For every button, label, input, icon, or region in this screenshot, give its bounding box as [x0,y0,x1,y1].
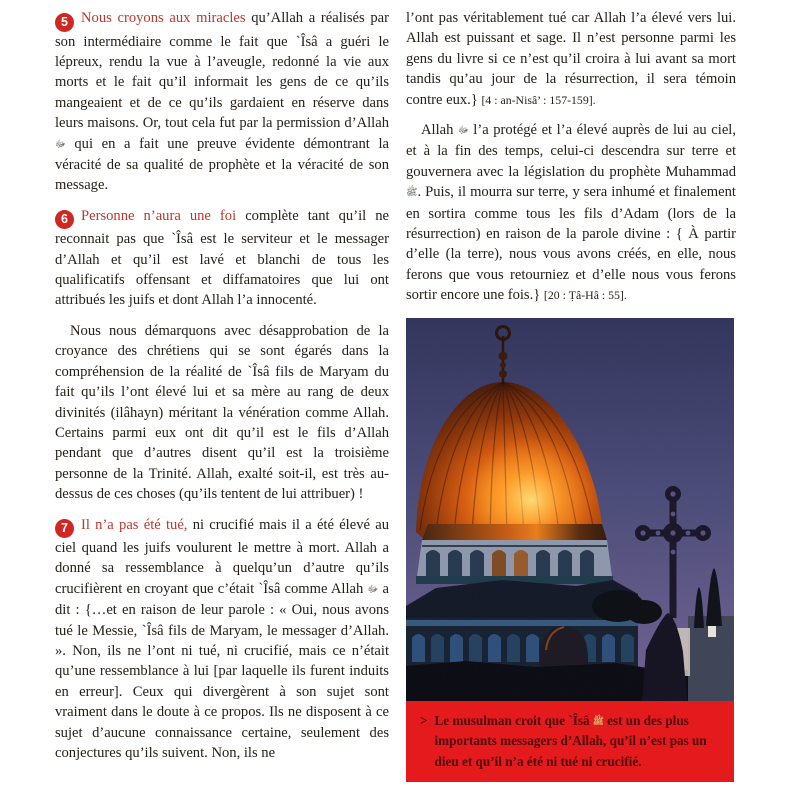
paragraph-text: a dit : {…et en raison de leur parole : « Oui, nous avons tué le Messie, `Îsâ fils de Maryam, le messager d’Allah. ». Non, ils ne l’ont ni tué, ni crucifié, mais ce n’était qu’une ressemblance à lui [par laquelle ils furent induits en erreur]. Ceux qui divergèrent à son sujet sont vraiment dans le doute à ce propos. Ils ne disposent à ce sujet d’aucune connaissance certaine, seulement des conjectures qu’ils suivent. Non, ils ne [55,580,389,762]
belief-paragraph-7 [55,515,389,764]
paragraph-content [406,10,736,108]
paragraph-content [55,208,389,309]
paragraph-text: complète tant qu’il ne reconnait pas que `Îsâ est le serviteur et le messager d’Allah et qu’il est lavé et blanchi de tous les qualificatifs offensant et diffamatoires que lui ont attribués les juifs et dont Allah l’a innocenté. [55,207,389,309]
item-number-badge-6: 6 [55,210,74,229]
dome-photo [406,318,734,701]
figure-caption [406,701,734,782]
figure-dome-of-the-rock [406,318,734,782]
paragraph-continuation [406,8,736,110]
belief-paragraph-6 [55,206,389,311]
paragraph-content [55,10,389,193]
caption-text [435,711,722,772]
verse-reference: [4 : an-Nisâ’ : 157-159]. [481,92,596,107]
paragraph-content [406,122,736,303]
left-column [55,8,389,774]
paragraph-text: qu’Allah a réalisés par son intermédiaire comme le fait que `Îsâ a guéri le lépreux, rendu la vue à l’aveugle, redonné la vie aux morts et le fait qu’il informait les gens de ce qu’ils mangeaient et de ce qu’ils gardaient en réserve dans leurs maisons. Or, tout cela fut par la permission d’Allah [55,10,389,132]
item-number-badge-7: 7 [55,519,74,538]
paragraph-lead: Il n’a pas été tué, [81,516,188,533]
paragraph-text: qui en a fait une preuve évidente démontrant la véracité de sa qualité de prophète et la véracité de son message. [55,135,389,194]
item-number-badge-5: 5 [55,13,74,32]
paragraph-text: ni crucifié mais il a été élevé au ciel quand les juifs voulurent le mettre à mort. Allah a donné sa ressemblance à quelqu’un d’autre qu’ils crucifièrent en croyant que c’était `Îsâ comme Allah [55,516,389,597]
paragraph-lead: Nous croyons aux miracles [81,10,246,26]
paragraph-content [55,517,389,762]
honorific-glyph: ﷺ [592,715,604,726]
paragraph-content [55,323,389,502]
paragraph-text: l’ont pas véritablement tué car Allah l’a élevé vers lui. Allah est puissant et sage. Il n’est personne parmi les gens du livre si ce n’est qu’il croira à lui avant sa mort tandis qu’au jour de la résurrection, il sera témoin contre eux.} [406,10,736,108]
paragraph-text: est un des plus importants messagers d’Allah, qu’il n’est pas un dieu et qu’il n’a été ni tué ni crucifié. [434,712,707,769]
paragraph-christians [55,321,389,505]
honorific-glyph: ﷺ [406,188,418,199]
caption-marker: > [420,712,428,728]
honorific-glyph: ﷻ [55,139,66,150]
honorific-glyph: ﷻ [367,584,379,595]
paragraph-lead: Personne n’aura une foi [81,207,237,224]
paragraph-text: . Puis, il mourra sur terre, y sera inhumé et finalement en sortira comme tous les fils d’Adam (lors de la résurrection) en raison de la parole divine : { À partir d’elle (la terre), nous vous avons créés, en elle, nous ferons que vous retourniez et d’elle nous vous ferons sortir encore une fois.} [406,184,736,304]
paragraph-text: l’a protégé et l’a élevé auprès de lui au ciel, et à la fin des temps, celui-ci descendra sur terre et gouvernera avec la législation du prophète Muhammad [406,122,736,180]
paragraph-text: Nous nous démarquons avec désapprobation de la croyance des chrétiens qui se sont égarés dans la compréhension de la réalité de `Îsâ fils de Maryam du fait qu’ils l’ont élevé lui et sa mère au rang de deux divinités (ilâhayn) méritant la vénération comme Allah. Certains parmi eux ont dit qu’il est le fils d’Allah pendant que d’autres disent qu’il est la troisième personne de la Trinité. Allah, exalté soit-il, est très au-dessus de ces choses (qu’ils tentent de lui attribuer) ! [55,322,389,503]
belief-paragraph-5 [55,8,389,196]
paragraph-protection [406,120,736,306]
film-grain-overlay [406,318,734,701]
right-column [406,8,736,782]
verse-reference: [20 : Ṭâ-Hâ : 55]. [543,288,627,303]
honorific-glyph: ﷻ [458,126,469,137]
paragraph-text: Allah [421,122,458,139]
paragraph-text: Le musulman croit que `Îsâ [434,712,593,728]
